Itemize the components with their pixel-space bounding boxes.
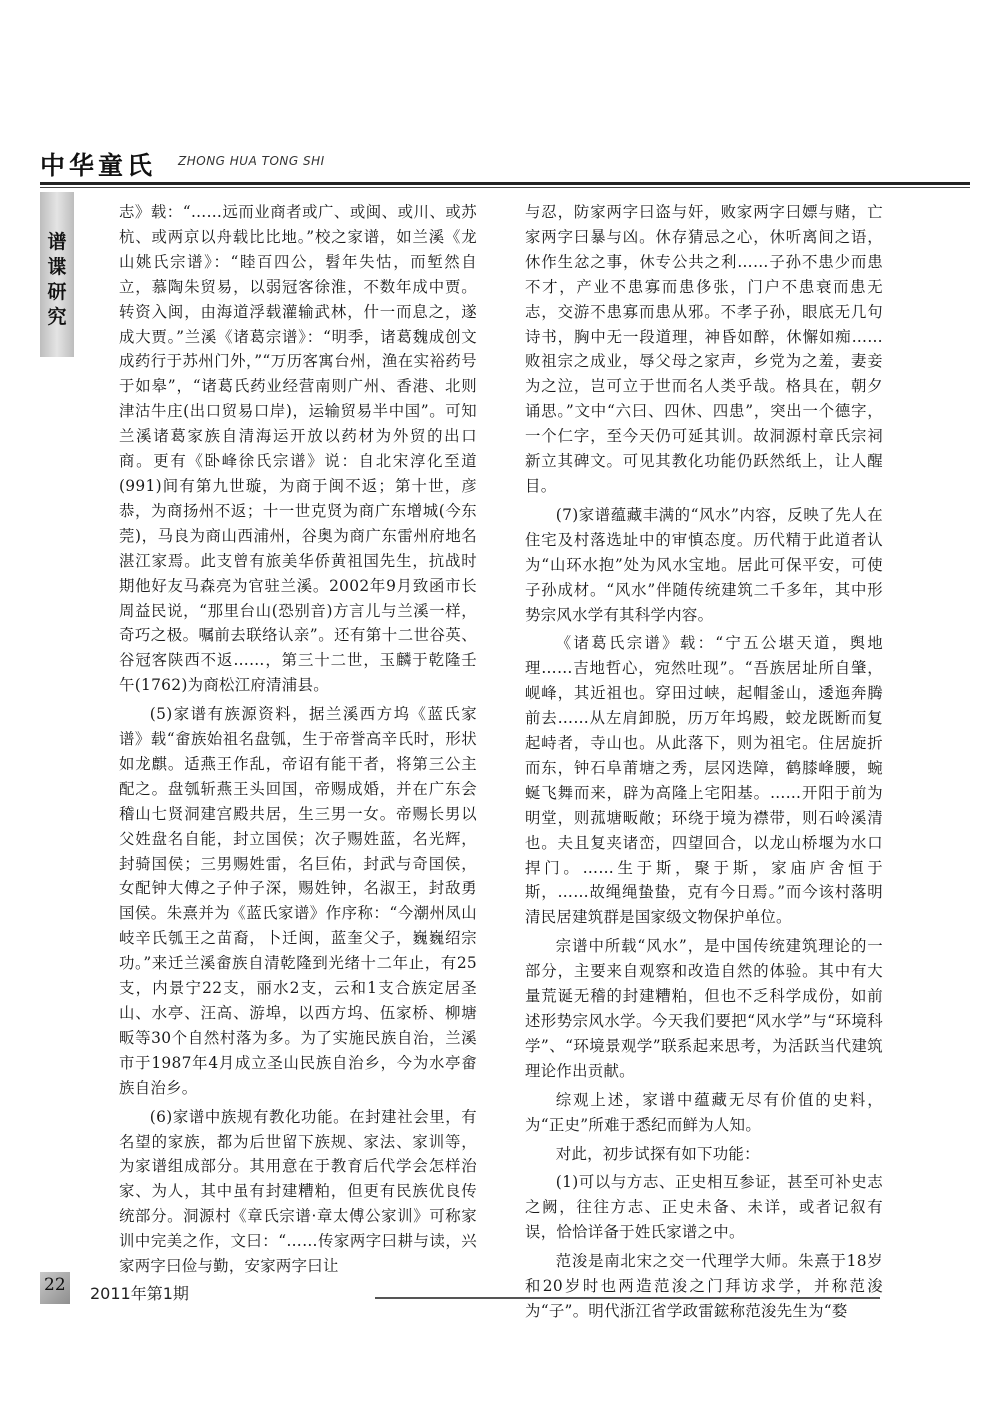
magazine-pinyin: ZHONG HUA TONG SHI xyxy=(178,154,325,168)
section-tab-label xyxy=(47,230,67,330)
paragraph: 对此，初步试探有如下功能： xyxy=(555,1144,760,1163)
paragraph: 范浚是南北宋之交一代理学大师。朱熹于18岁和20岁时也两造范浚之门拜访求学，并称范浚为“子”。明代浙江省学政雷鋐称范浚先生为“婺 xyxy=(525,1252,883,1320)
paragraph: 志》载：“……远而业商者或广、或闽、或川、或苏杭、或两京以舟载比比地。”校之家谱，如兰溪《龙山姚氏宗谱》：“睦百四公，髫年失怙，而堑然自立，慕陶朱贸易，以弱冠客徐淮，不数年成中贾。转资入闽，由海道浮载灌输武林，什一而息之，遂成大贾。”兰溪《诸葛宗谱》：“明季，诸葛魏成创文成药行于苏州门外，”“万历客寓台州，渔在实裕药号于如皋”，“诸葛氏药业经营南则广州、香港、北则津沽牛庄(出口贸易口岸)，运输贸易半中国”。可知兰溪诸葛家族自清海运开放以药材为外贸的出口商。更有《卧峰徐氏宗谱》说：自北宋淳化至道(991)间有第九世璇，为商于闽不返；第十世，彦恭，为商扬州不返；十一世克贤为商广东增城(今东莞)，马良为商山西浦州，谷奥为商广东雷州府地名湛江家焉。此支曾有旅美华侨黄祖国先生，抗战时期他好友马森亮为官驻兰溪。2002年9月致函市长周益民说，“那里台山(恐别音)方言儿与兰溪一样，奇巧之极。嘱前去联络认亲”。还有第十二世谷英、谷冠客陕西不返……，第三十二世，玉麟于乾隆壬午(1762)为商松江府清浦县。 xyxy=(119,203,477,695)
paragraph: (1)可以与方志、正史相互参证，甚至可补史志之阙，往往方志、正史未备、未详，或者记叙有误，恰恰详备于姓氏家谱之中。 xyxy=(525,1173,883,1242)
left-text-column xyxy=(119,200,477,1279)
header-rule-thin xyxy=(40,187,970,188)
paragraph: (7)家谱蕴藏丰满的“风水”内容，反映了先人在住宅及村落选址中的审慎态度。历代精于此道者认为“山环水抱”处为风水宝地。居此可保平安，可使子孙成材。“风水”伴随传统建筑二千多年，其中形势宗风水学有其科学内容。 xyxy=(525,505,883,624)
running-header xyxy=(40,146,970,180)
section-tab xyxy=(40,192,74,357)
magazine-title: 中华童氏 xyxy=(40,151,157,180)
paragraph: (5)家谱有族源资料，据兰溪西方坞《蓝氏家谱》载“畲族始祖名盘瓠，生于帝誉高辛氏时，形状如龙麒。适燕王作乱，帝诏有能干者，将第三公主配之。盘瓠斩燕王头回国，帝赐成婚，并在广东会稽山七贤洞建宫殿共居，生三男一女。帝赐长男以父姓盘名自能，封立国侯；次子赐姓蓝，名光辉，封骑国侯；三男赐姓雷，名巨佑，封武与奇国侯，女配钟大傅之子仲子深，赐姓钟，名淑王，封敌勇国侯。朱熹并为《蓝氏家谱》作序称：“今潮州凤山岐辛氏瓠王之苗裔，卜迁闽，蓝奎父子，巍巍绍宗功。”来迁兰溪畲族自清乾隆到光绪十二年止，有25支，内景宁22支，丽水2支，云和1支合族定居圣山、水亭、汪高、游埠，以西方坞、伍家桥、柳塘畈等30个自然村落为多。为了实施民族自治，兰溪市于1987年4月成立圣山民族自治乡，今为水亭畲族自治乡。 xyxy=(119,705,477,1097)
paragraph: 综观上述，家谱中蕴藏无尽有价值的史料，为“正史”所难于悉纪而鲜为人知。 xyxy=(525,1090,883,1134)
page-number: 22 xyxy=(44,1275,66,1295)
paragraph: (6)家谱中族规有教化功能。在封建社会里，有名望的家族，都为后世留下族规、家法、家训等，为家谱组成部分。其用意在于教育后代学会怎样治家、为人，其中虽有封建糟粕，但更有民族优良传统部分。洞源村《章氏宗谱·章太傅公家训》可称家训中完美之作，文曰：“……传家两字曰耕与读，兴家两字曰俭与勤，安家两字曰让 xyxy=(119,1107,477,1276)
section-tab-char: 究 xyxy=(47,306,67,328)
footer-rule xyxy=(375,1297,880,1299)
issue-label: 2011年第1期 xyxy=(90,1284,189,1303)
header-rule xyxy=(40,182,970,185)
paragraph: 宗谱中所载“风水”，是中国传统建筑理论的一部分，主要来自观察和改造自然的体验。其中有大量荒诞无稽的封建糟粕，但也不乏科学成份，如前述形势宗风水学。今天我们要把“风水学”与“环境科学”、“环境景观学”联系起来思考，为活跃当代建筑理论作出贡献。 xyxy=(525,937,883,1080)
paragraph: 《诸葛氏宗谱》载：“宁五公堪天道，舆地理……吉地哲心，宛然吐现”。“吾族居址所自肇，岘峰，其近祖也。穿田过峡，起帽釜山，逶迤奔腾前去……从左肩卸脱，历万年坞殿，蛟龙既断而复起峙者，寺山也。从此落下，则为祖宅。住居旋折而东，钟石阜莆塘之秀，层冈迭障，鹤膝峰腰，蜿蜒飞舞而来，辟为高隆上宅阳基。……开阳于前为明堂，则菰塘畈敞；环绕于境为襟带，则石岭溪清也。夫且复夹诸峦，四望回合，以龙山桥堰为水口捍门。……生于斯，聚于斯，家庙庐舍恒于斯，……故绳绳蛰蛰，克有今日焉。”而今该村落明清民居建筑群是国家级文物保护单位。 xyxy=(525,634,883,927)
section-tab-char: 研 xyxy=(47,281,67,303)
section-tab-char: 谱 xyxy=(47,231,67,253)
right-text-column xyxy=(525,200,883,1324)
paragraph: 与忍，防家两字曰盗与奸，败家两字曰嫖与赌，亡家两字曰暴与凶。休存猜忌之心，休听离间之语，休作生忿之事，休专公共之利……子孙不患少而患不才，产业不患寡而患侈张，门户不患衰而患无志，交游不患寡而患从邪。不孝子孙，眼底无几句诗书，胸中无一段道理，神昏如醉，休懈如痴……败祖宗之成业，辱父母之家声，乡党为之羞，妻妾为之泣，岂可立于世而名人类乎哉。格具在，朝夕诵思。”文中“六曰、四休、四患”，突出一个德字，一个仁字，至今天仍可延其训。故洞源村章氏宗祠新立其碑文。可见其教化功能仍跃然纸上，让人醒目。 xyxy=(525,203,883,495)
section-tab-char: 谍 xyxy=(47,256,67,278)
